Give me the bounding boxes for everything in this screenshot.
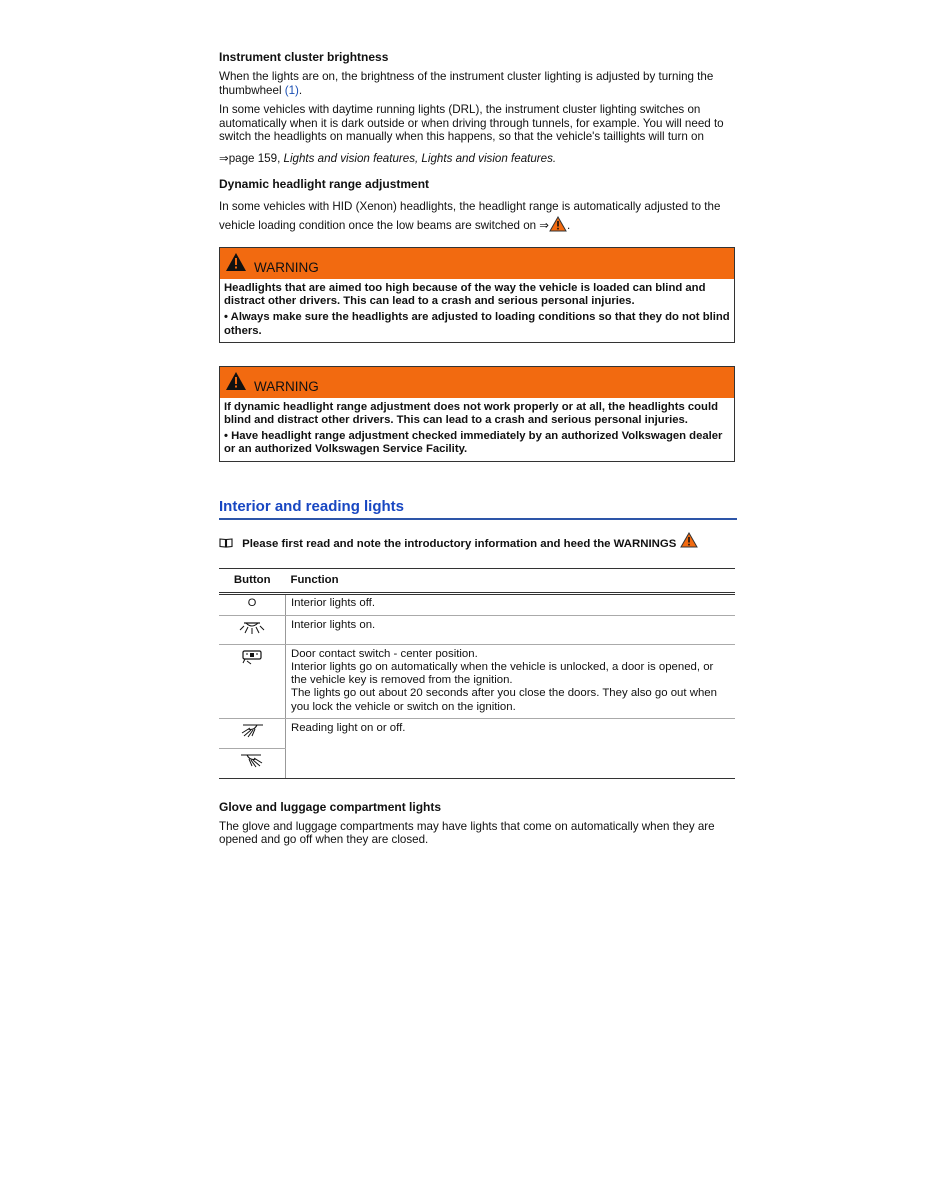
warning-body [220,279,734,342]
warning-header [220,367,734,398]
manual-page [219,50,735,853]
function-cell: Interior lights off. [286,593,736,615]
section-heading-interior-lights: Interior and reading lights [219,498,737,520]
warning-bullet: • Have headlight range adjustment checked immediately by an authorized Volkswagen dealer or an authorized Volkswagen Service Facility. [224,430,723,456]
book-icon [219,537,235,551]
warning-triangle-icon[interactable] [680,532,698,551]
reading-light-left-icon [219,718,286,748]
off-circle-icon: O [219,593,286,615]
paragraph-glove-luggage: The glove and luggage compartments may have lights that come on automatically when they are opened and go off when they are closed. [219,819,715,847]
interior-light-on-icon [219,615,286,644]
table-row [219,644,735,718]
paragraph-drl: In some vehicles with daytime running lights (DRL), the instrument cluster lighting switches on automatically when it is dark outside or when driving through tunnels, for example. You will need to switch the headlights on manually when this happens, so that the vehicle's taillights will turn on [219,103,724,143]
function-cell: Door contact switch - center position. Interior lights go on automatically when the vehicle is unlocked, a door is opened, or the vehicle key is removed from the ignition. The lights go out about 20 seconds after you close the doors. They also go out when you lock the vehicle or switch on the ignition. [286,644,736,718]
section-heading-dynamic-headlight: Dynamic headlight range adjustment [219,177,430,191]
warning-text: If dynamic headlight range adjustment does not work properly or at all, the headlights could blind and distract other drivers. This can lead to a crash and serious personal injuries. [224,400,718,427]
section-heading-instrument-brightness: Instrument cluster brightness [219,50,389,64]
warning-body [220,398,734,461]
table-row [219,615,735,644]
table-row [219,593,735,615]
warning-box-headlight-aim [219,247,735,343]
warning-bullet: • Always make sure the headlights are adjusted to loading conditions so that they do not blind others. [224,311,730,337]
warning-header [220,248,734,279]
interior-lights-table [219,568,735,779]
warning-label: WARNING [254,378,319,394]
intro-note: Please first read and note the introductory information and heed the WARNINGS [219,532,735,551]
paragraph-headlight-range: In some vehicles with HID (Xenon) headlights, the headlight range is automatically adjusted to the vehicle loading condition once the low beams are switched on ⇒ . [219,197,735,238]
warning-triangle-icon[interactable] [549,216,567,238]
warning-text: Headlights that are aimed too high because of the way the vehicle is loaded can blind and distract other drivers. This can lead to a crash and serious personal injuries. [224,282,706,308]
reading-light-right-icon [219,748,286,778]
warning-label: WARNING [254,260,319,275]
function-cell: Reading light on or off. [286,718,736,778]
table-header-row [219,568,735,593]
warning-triangle-icon [225,252,247,275]
thumbwheel-link[interactable]: (1) [284,83,299,97]
paragraph-drl-reference: ⇒page 159, Lights and vision features, Lights and vision features. [219,151,557,165]
section-heading-glove-luggage: Glove and luggage compartment lights [219,799,442,814]
paragraph-brightness: When the lights are on, the brightness of the instrument cluster lighting is adjusted by turning the thumbwheel (1). [219,70,714,97]
column-header-function: Function [286,568,736,593]
page-reference-link[interactable]: ⇒page 159, [219,151,284,165]
warning-triangle-icon [225,371,247,394]
door-contact-icon [219,644,286,718]
warning-box-range-adjustment [219,366,735,462]
table-row [219,718,735,748]
column-header-button: Button [219,568,286,593]
function-cell: Interior lights on. [286,615,736,644]
